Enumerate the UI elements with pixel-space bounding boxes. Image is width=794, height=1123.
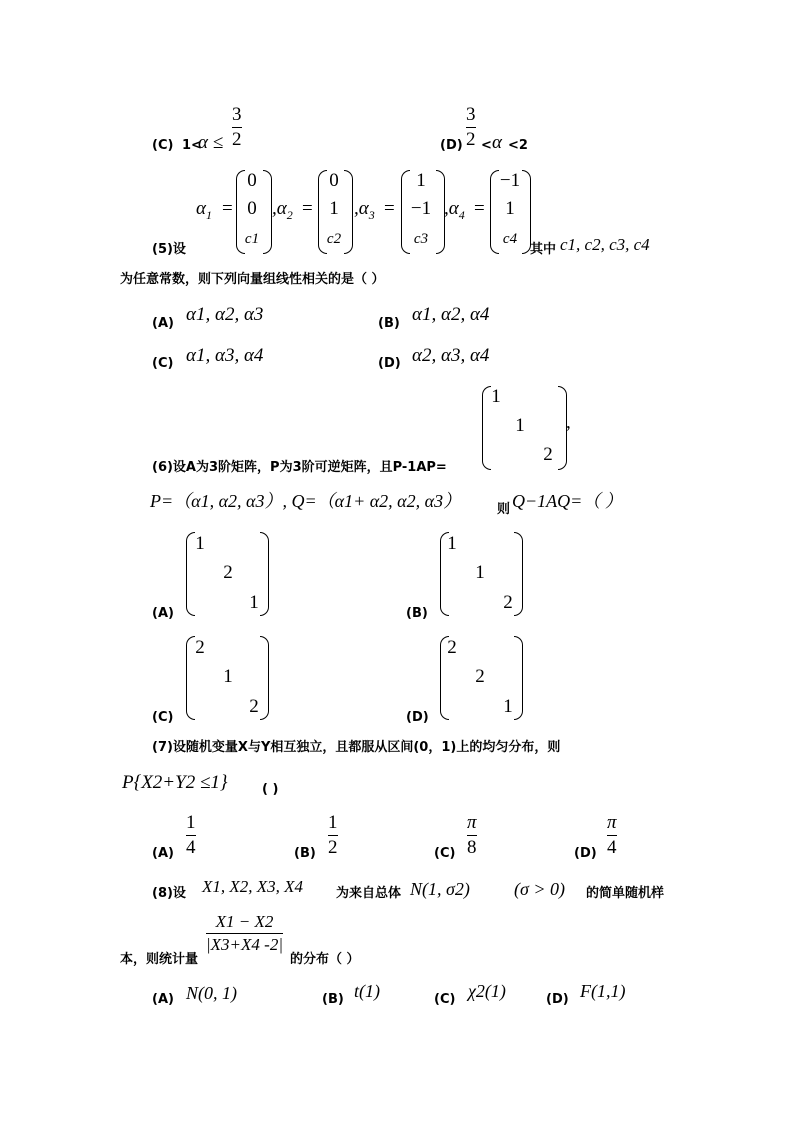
q5-v4-e2: 1 [505, 198, 515, 219]
q8-frac-denominator: |X3+X4 -2| [206, 935, 283, 954]
q6-label: (6)设A为3阶矩阵，P为3阶可逆矩阵，且P-1AP= [152, 460, 447, 475]
q8-line2-prefix: 本，则统计量 [120, 952, 199, 967]
q7-a-num: 1 [186, 812, 196, 833]
q6-ze: 则 [497, 502, 511, 517]
q4-option-c-denominator: 2 [232, 129, 242, 150]
q4-option-c-numerator: 3 [232, 104, 242, 125]
q4-option-c-text: 1< [182, 138, 202, 153]
q4-option-c-math: α ≤ [198, 132, 224, 153]
q5-alpha2: $,\alpha_2$ [272, 198, 293, 222]
q8-statistic-fraction [206, 912, 283, 955]
q6-b-e11: 1 [447, 533, 457, 554]
q5-option-d: α2, α3, α4 [412, 345, 490, 366]
q6-b-e33: 2 [503, 592, 513, 613]
q7-option-a-label: (A) [152, 846, 174, 861]
q7-option-d-fraction [607, 812, 617, 859]
q8-line2-suffix: 的分布（ ） [290, 952, 360, 967]
q5-eq4: = [474, 198, 485, 219]
q5-qizhong: 其中 [530, 242, 557, 257]
q5-question-line: 为任意常数，则下列向量组线性相关的是（ ） [120, 272, 385, 287]
q8-option-d-label: (D) [546, 992, 569, 1007]
q5-v4-e1: −1 [499, 170, 521, 191]
q5-eq1: = [222, 198, 233, 219]
q7-d-den: 4 [607, 837, 617, 858]
q5-v3-e1: 1 [416, 170, 426, 191]
q4-option-d-numerator: 3 [466, 104, 476, 125]
q8-condition: (σ > 0) [514, 879, 566, 899]
q5-v3-e2: −1 [410, 198, 432, 219]
q5-v1-e1: 0 [247, 170, 257, 191]
q6-q-expression: Q−1AQ=（ ） [512, 491, 623, 511]
q7-a-den: 4 [186, 837, 196, 858]
q5-option-c: α1, α3, α4 [186, 345, 264, 366]
q8-option-b: t(1) [354, 981, 380, 1001]
q8-option-c-label: (C) [434, 992, 456, 1007]
q8-option-d: F(1,1) [580, 981, 626, 1001]
q6-option-b-label: (B) [406, 606, 428, 621]
q6-b-e22: 1 [475, 562, 485, 583]
q4-option-d-math: α [492, 132, 502, 153]
q7-option-d-label: (D) [574, 846, 597, 861]
q5-v1-e2: 0 [247, 198, 257, 219]
q6-comma: , [566, 412, 571, 433]
q6-c-e11: 2 [195, 637, 205, 658]
q6-matrix-e11: 1 [491, 386, 501, 407]
q4-option-d-denominator: 2 [466, 129, 476, 150]
q5-option-a: α1, α2, α3 [186, 304, 264, 325]
q6-c-e22: 1 [223, 666, 233, 687]
q6-d-e33: 1 [503, 696, 513, 717]
q6-a-e22: 2 [223, 562, 233, 583]
q8-option-a-label: (A) [152, 992, 174, 1007]
q8-option-c: χ2(1) [468, 981, 506, 1001]
q8-mid-text: 为来自总体 [336, 886, 402, 901]
q7-b-num: 1 [328, 812, 338, 833]
q5-alpha3: $,\alpha_3$ [354, 198, 375, 222]
q5-label: (5)设 [152, 242, 186, 257]
q7-option-c-fraction [467, 812, 477, 859]
q6-d-e11: 2 [447, 637, 457, 658]
q6-a-e11: 1 [195, 533, 205, 554]
q7-b-den: 2 [328, 837, 338, 858]
q8-label: (8)设 [152, 886, 186, 901]
q7-option-b-fraction [328, 812, 338, 859]
q7-label: (7)设随机变量X与Y相互独立，且都服从区间(0，1)上的均匀分布，则 [152, 740, 561, 755]
q7-paren: ( ) [262, 782, 279, 797]
q6-a-e33: 1 [249, 592, 259, 613]
q5-v2-e1: 0 [329, 170, 339, 191]
q5-v3-e3: c3 [413, 231, 429, 247]
q6-d-e22: 2 [475, 666, 485, 687]
q6-option-a-label: (A) [152, 606, 174, 621]
q8-distribution: N(1, σ2) [410, 879, 470, 899]
q5-constants: c1, c2, c3, c4 [560, 235, 650, 254]
q5-option-b-label: (B) [378, 316, 400, 331]
q4-option-d-fraction [466, 104, 476, 151]
q5-v4-e3: c4 [502, 231, 518, 247]
q8-tail-text: 的简单随机样 [586, 886, 665, 901]
q5-alpha1: $\alpha_1$ [196, 198, 212, 222]
q6-p-definition: P=（α1, α2, α3）, Q=（α1+ α2, α2, α3） [150, 491, 462, 511]
q5-v1-e3: c1 [244, 231, 260, 247]
q7-option-b-label: (B) [294, 846, 316, 861]
q4-option-d-text: <2 [508, 138, 528, 153]
q8-option-b-label: (B) [322, 992, 344, 1007]
q6-option-d-label: (D) [406, 710, 429, 725]
q4-option-c-label: (C) [152, 138, 174, 153]
q5-option-c-label: (C) [152, 356, 174, 371]
q8-frac-numerator: X1 − X2 [215, 912, 274, 931]
q7-c-den: 8 [467, 837, 477, 858]
q6-matrix-e33: 2 [543, 444, 553, 465]
q5-v2-e2: 1 [329, 198, 339, 219]
q5-alpha4: $,\alpha_4$ [444, 198, 465, 222]
q6-matrix-e22: 1 [515, 415, 525, 436]
q4-option-d-label: (D) [440, 138, 463, 153]
q6-option-c-label: (C) [152, 710, 174, 725]
q5-option-a-label: (A) [152, 316, 174, 331]
q5-v2-e3: c2 [326, 231, 342, 247]
q7-c-num: π [467, 812, 477, 833]
q6-c-e33: 2 [249, 696, 259, 717]
q8-variables: X1, X2, X3, X4 [202, 877, 304, 896]
q4-option-d-lt: < [481, 138, 492, 153]
q7-option-a-fraction [186, 812, 196, 859]
q5-eq2: = [302, 198, 313, 219]
q7-option-c-label: (C) [434, 846, 456, 861]
q5-eq3: = [384, 198, 395, 219]
q8-option-a: N(0, 1) [186, 983, 237, 1003]
q4-option-c-fraction [232, 104, 242, 151]
q7-d-num: π [607, 812, 617, 833]
q7-expression: P{X2+Y2 ≤1} [122, 772, 228, 793]
q5-option-b: α1, α2, α4 [412, 304, 490, 325]
q5-option-d-label: (D) [378, 356, 401, 371]
